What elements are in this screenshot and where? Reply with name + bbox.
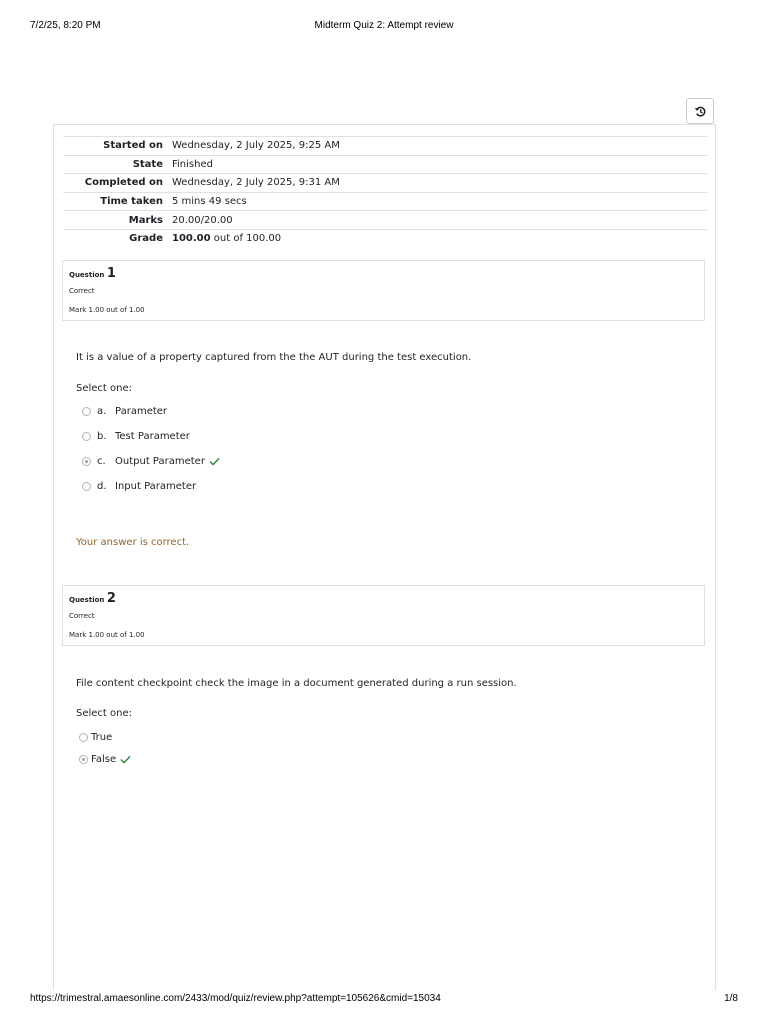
question-state: Correct xyxy=(69,287,95,295)
answer-option-true[interactable] xyxy=(79,732,112,743)
question-number xyxy=(69,591,116,606)
print-page-title: Midterm Quiz 2: Attempt review xyxy=(314,20,454,31)
print-page-number: 1/8 xyxy=(724,993,738,1004)
question-prefix: Question xyxy=(69,596,107,604)
summary-row-state xyxy=(63,155,707,174)
history-button[interactable] xyxy=(686,98,714,124)
summary-label: Started on xyxy=(103,140,163,152)
grade-out-of: out of 100.00 xyxy=(210,233,282,245)
print-url: https://trimestral.amaesonline.com/2433/mod/quiz/review.php?attempt=105626&cmid=15034 xyxy=(30,993,441,1004)
question-grade: Mark 1.00 out of 1.00 xyxy=(69,631,145,639)
answer-option-d[interactable] xyxy=(82,481,196,492)
answer-option-b[interactable] xyxy=(82,431,190,442)
option-letter: b. xyxy=(97,431,107,442)
summary-label: Time taken xyxy=(100,196,163,208)
option-label: True xyxy=(91,732,113,743)
history-icon xyxy=(694,105,707,118)
select-one-prompt: Select one: xyxy=(76,708,133,719)
page-frame-top xyxy=(53,124,716,125)
option-letter: c. xyxy=(97,456,106,467)
radio-button[interactable] xyxy=(79,733,88,742)
option-letter: d. xyxy=(97,481,107,492)
question-state: Correct xyxy=(69,612,95,620)
print-footer xyxy=(0,990,768,1010)
attempt-summary-table xyxy=(63,136,707,248)
summary-label: State xyxy=(132,158,163,170)
summary-row-grade xyxy=(63,229,707,247)
print-header xyxy=(0,0,768,40)
summary-label: Completed on xyxy=(84,177,163,189)
summary-label: Grade xyxy=(129,233,163,245)
question-text-2: File content checkpoint check the image in a document generated during a run session. xyxy=(76,678,517,689)
question-text-1: It is a value of a property captured from the the AUT during the test execution. xyxy=(76,352,472,363)
radio-button-selected[interactable] xyxy=(82,457,91,466)
page-frame-left xyxy=(53,124,54,990)
summary-value: 20.00/20.00 xyxy=(172,214,233,226)
summary-value: 5 mins 49 secs xyxy=(172,196,247,208)
select-one-prompt: Select one: xyxy=(76,383,133,394)
answer-option-false[interactable] xyxy=(79,754,131,765)
question-info-2 xyxy=(62,585,705,646)
question-grade: Mark 1.00 out of 1.00 xyxy=(69,306,145,314)
print-datetime: 7/2/25, 8:20 PM xyxy=(30,20,101,31)
summary-value: Wednesday, 2 July 2025, 9:31 AM xyxy=(172,177,340,189)
radio-button[interactable] xyxy=(82,432,91,441)
option-label: Parameter xyxy=(115,406,168,417)
summary-row-started xyxy=(63,137,707,156)
option-label: Test Parameter xyxy=(115,431,190,442)
correct-check-icon xyxy=(209,457,220,466)
radio-button[interactable] xyxy=(82,407,91,416)
option-label: Input Parameter xyxy=(115,481,197,492)
correct-check-icon xyxy=(120,755,131,764)
summary-row-completed xyxy=(63,174,707,193)
question-number-value: 1 xyxy=(106,266,116,281)
summary-value: Wednesday, 2 July 2025, 9:25 AM xyxy=(172,140,340,152)
page-frame-right xyxy=(715,124,716,990)
summary-value xyxy=(168,229,707,247)
summary-row-time-taken xyxy=(63,192,707,211)
question-prefix: Question xyxy=(69,271,107,279)
radio-button-selected[interactable] xyxy=(79,755,88,764)
answer-option-c[interactable] xyxy=(82,456,220,467)
answer-option-a[interactable] xyxy=(82,406,167,417)
summary-label: Marks xyxy=(128,214,163,226)
summary-value: Finished xyxy=(172,158,213,170)
radio-button[interactable] xyxy=(82,482,91,491)
grade-value: 100.00 xyxy=(172,233,211,245)
option-label: Output Parameter xyxy=(115,456,205,467)
answer-feedback: Your answer is correct. xyxy=(76,537,190,548)
option-letter: a. xyxy=(97,406,107,417)
summary-row-marks xyxy=(63,211,707,230)
option-label: False xyxy=(91,754,117,765)
question-info-1 xyxy=(62,260,705,321)
question-number xyxy=(69,266,116,281)
question-number-value: 2 xyxy=(106,591,116,606)
